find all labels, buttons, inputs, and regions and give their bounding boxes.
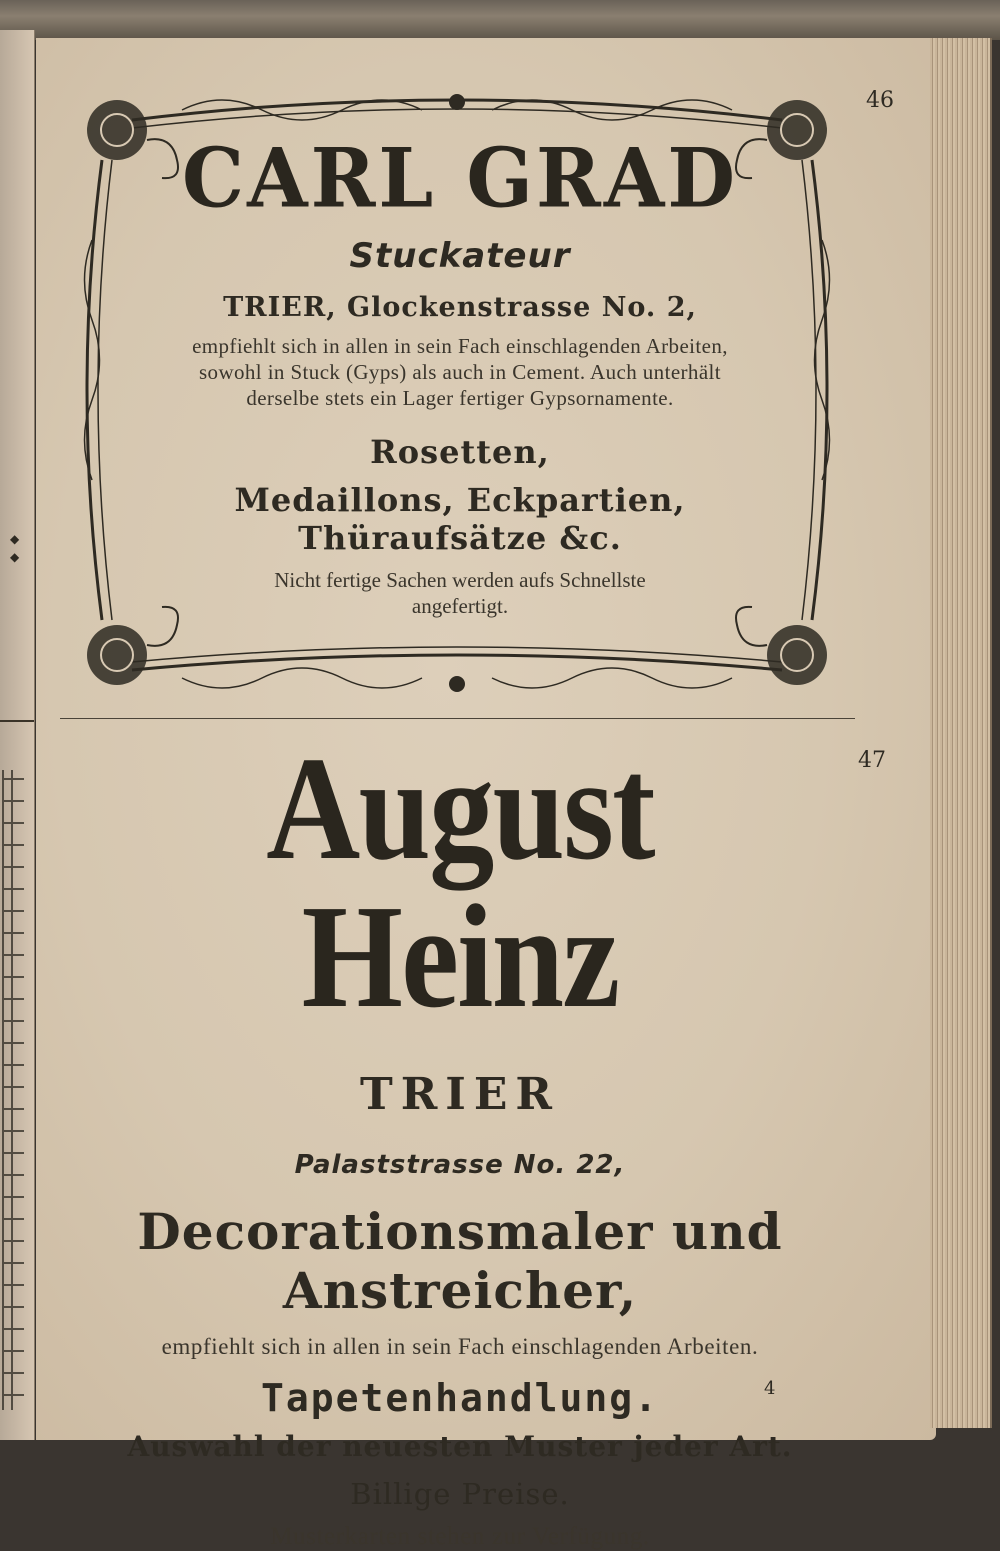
ad-august-heinz [60,727,860,1551]
left-page-ornament: ◆ ◆ [10,532,20,564]
ad2-footer: Musterkarten stehen zur Verfügung. [270,1523,650,1550]
ad1-body-line: sowohl in Stuck (Gyps) als auch in Cement. Auch unterhält [198,360,722,384]
left-page-edge [0,30,35,1440]
greek-key-border [2,770,24,1410]
page-number-bottom: 4 [764,1378,776,1399]
left-page-rule [0,720,34,722]
page-number-top: 46 [866,88,894,113]
ad1-profession: Stuckateur [349,236,571,276]
ad2-trade: Decorationsmaler und Anstreicher, [137,1202,783,1320]
ad1-title: CARL GRAD [181,130,738,227]
ad2-city: TRIER [360,1069,560,1120]
ad1-products-2: Medaillons, Eckpartien, Thüraufsätze &c. [234,481,686,557]
page-stack-edge [930,38,992,1428]
ad1-footer-line: angefertigt. [411,594,509,618]
ad1-products-1: Rosetten, [370,433,550,471]
ad1-address: TRIER, Glockenstrasse No. 2, [223,292,697,323]
ad2-wallpaper: Tapetenhandlung. [260,1376,660,1420]
ad2-prices: Billige Preise. [350,1477,570,1511]
ad2-body: empfiehlt sich in allen in sein Fach einschlagenden Arbeiten. [161,1334,759,1359]
ad-carl-grad [110,130,810,619]
ad1-body-line: derselbe stets ein Lager fertiger Gypsornamente. [246,386,674,410]
ad2-address: Palaststrasse No. 22, [294,1150,626,1180]
ad2-selection: Auswahl der neuesten Muster jeder Art. [127,1430,793,1463]
ad1-footer-line: Nicht fertige Sachen werden aufs Schnellste [274,568,646,592]
page-number-middle: 47 [858,748,886,773]
ad1-body [110,333,810,411]
section-divider [60,718,855,719]
ad1-body-line: empfiehlt sich in allen in sein Fach einschlagenden Arbeiten, [192,334,728,358]
ad1-footer [110,567,810,619]
ad2-title: August Heinz [266,727,654,1039]
book-edge-top [0,0,1000,40]
